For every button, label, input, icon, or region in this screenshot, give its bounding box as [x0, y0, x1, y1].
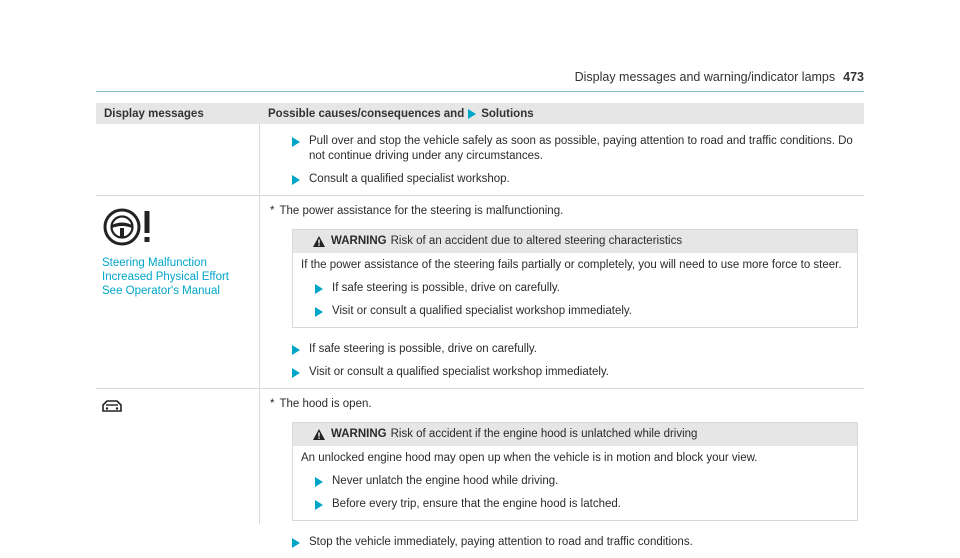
arrow-icon [292, 345, 300, 355]
arrow-icon [468, 109, 476, 119]
warning-box [292, 422, 858, 521]
arrow-icon [292, 368, 300, 378]
arrow-icon [292, 175, 300, 185]
list-item: If safe steering is possible, drive on carefully. [292, 342, 858, 357]
cause-text: The hood is open. [279, 398, 372, 410]
header-rule [96, 91, 864, 92]
page-number: 473 [843, 70, 864, 84]
table-row [96, 196, 864, 389]
cause-text: The power assistance for the steering is malfunctioning. [279, 205, 564, 217]
header-title: Display messages and warning/indicator lamps [574, 70, 836, 84]
list-item: Visit or consult a qualified specialist workshop immediately. [315, 304, 849, 319]
message-cell [96, 124, 260, 194]
warning-header: WARNING Risk of an accident due to altered steering characteristics [293, 230, 857, 253]
messages-table [96, 103, 864, 558]
message-cell [96, 389, 260, 524]
solution-cell [260, 124, 864, 195]
arrow-icon [292, 538, 300, 548]
list-item: Never unlatch the engine hood while driving. [315, 474, 849, 489]
solution-cell: * The power assistance for the steering is malfunctioning. WARNING Risk of an accident due to altered steering characteristics If the power assistance of the steering fails partially or completely, you will need to use more force to steer. If safe steering is possible, drive on carefully. Visit or consult a qualified specialist workshop immediately. If safe steering is possible, drive on carefully. Visit or consult a qualified specialist workshop immediately. [260, 196, 864, 388]
warning-box [292, 229, 858, 328]
arrow-icon [292, 137, 300, 147]
warning-triangle-icon [313, 429, 325, 440]
table-row [96, 124, 864, 196]
list-item: Pull over and stop the vehicle safely as soon as possible, paying attention to road and traffic conditions. Do not continue driving under any circumstances. [292, 134, 858, 164]
list-item: Visit or consult a qualified specialist workshop immediately. [292, 365, 858, 380]
page-header [575, 70, 864, 84]
arrow-icon [315, 307, 323, 317]
table-header [96, 103, 864, 124]
col-header-causes: Possible causes/consequences and Solutions [268, 107, 534, 120]
warning-triangle-icon [313, 236, 325, 247]
arrow-icon [315, 500, 323, 510]
message-cell [96, 196, 260, 388]
list-item: Stop the vehicle immediately, paying attention to road and traffic conditions. [292, 535, 858, 550]
hood-open-icon [102, 399, 122, 413]
list-item: Before every trip, ensure that the engine hood is latched. [315, 497, 849, 512]
arrow-icon [315, 477, 323, 487]
warning-body: An unlocked engine hood may open up when the vehicle is in motion and block your view. Never unlatch the engine hood while driving. Before every trip, ensure that the engine hood is latched. [293, 446, 857, 520]
col-header-messages: Display messages [104, 107, 204, 120]
list-item: Consult a qualified specialist workshop. [292, 172, 858, 187]
message-text: Steering Malfunction Increased Physical Effort See Operator's Manual [102, 257, 229, 297]
warning-header: WARNING Risk of accident if the engine hood is unlatched while driving [293, 423, 857, 446]
steering-wheel-warning-icon [102, 206, 164, 248]
warning-body: If the power assistance of the steering fails partially or completely, you will need to use more force to steer. If safe steering is possible, drive on carefully. Visit or consult a qualified specialist workshop immediately. [293, 253, 857, 327]
arrow-icon [315, 284, 323, 294]
list-item: If safe steering is possible, drive on carefully. [315, 281, 849, 296]
solution-cell: * The hood is open. WARNING Risk of accident if the engine hood is unlatched while driving An unlocked engine hood may open up when the vehicle is in motion and block your view. Never unlatch the engine hood while driving. Before every trip, ensure that the engine hood is latched. Stop the vehicle immediately, paying attention to road and traffic conditions. [260, 389, 864, 558]
